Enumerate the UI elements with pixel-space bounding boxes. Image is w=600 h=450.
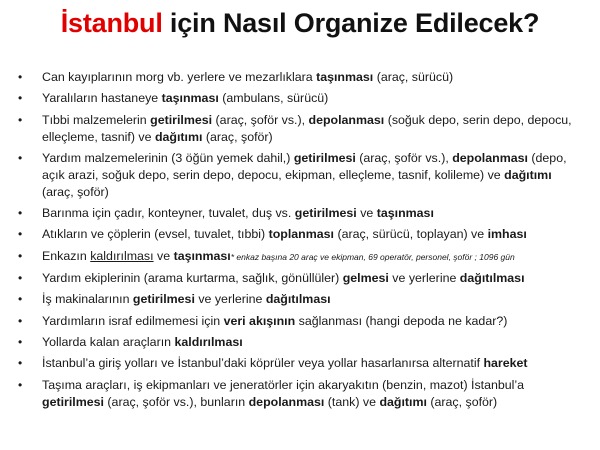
bullet-emphasis: getirilmesi bbox=[150, 112, 213, 127]
bullet-emphasis: taşınması bbox=[376, 206, 434, 221]
bullet-text: (araç, şoför vs.), bbox=[355, 150, 453, 165]
bullet-dot-icon: • bbox=[18, 313, 23, 328]
bullet-emphasis: dağıtımı bbox=[379, 394, 427, 409]
title-accent-word: İstanbul bbox=[60, 8, 163, 38]
title-rest: için Nasıl Organize Edilecek? bbox=[162, 8, 540, 38]
bullet-dot-icon: • bbox=[18, 334, 23, 349]
bullet-text: (araç, şoför vs.), bunların bbox=[103, 394, 249, 409]
bullet-text: Yardımların israf edilmemesi için bbox=[42, 313, 224, 328]
bullet-item bbox=[0, 112, 600, 146]
slide-title bbox=[0, 8, 600, 39]
bullet-text: (depo, açık arazi, soğuk depo, serin depo, depocu, ekipman, elleçleme, tasnif, kolileme) ve bbox=[42, 150, 567, 182]
bullet-list bbox=[0, 69, 600, 415]
bullet-text: Taşıma araçları, iş ekipmanları ve jeneratörler için akaryakıtın (benzin, mazot) İstanbul’a bbox=[42, 377, 525, 392]
bullet-item bbox=[0, 90, 600, 107]
bullet-item bbox=[0, 355, 600, 372]
bullet-dot-icon: • bbox=[18, 70, 23, 84]
bullet-text: Yaralıların hastaneye bbox=[42, 91, 162, 106]
bullet-text: ve bbox=[153, 248, 174, 263]
bullet-text: (araç, şoför) bbox=[202, 129, 273, 144]
bullet-emphasis: depolanması bbox=[452, 150, 528, 165]
bullet-underline: kaldırılması bbox=[90, 248, 154, 263]
bullet-text: İş makinalarının bbox=[42, 292, 133, 307]
bullet-item bbox=[0, 226, 600, 243]
bullet-text: (araç, sürücü) bbox=[373, 70, 454, 84]
bullet-text: Can kayıplarının morg vb. yerlere ve mezarlıklara bbox=[42, 70, 317, 84]
bullet-emphasis: dağıtılması bbox=[459, 271, 525, 286]
bullet-item bbox=[0, 248, 600, 266]
bullet-text: (araç, sürücü, toplayan) ve bbox=[334, 227, 488, 242]
bullet-item bbox=[0, 334, 600, 351]
bullet-item bbox=[0, 313, 600, 330]
bullet-emphasis: dağıtımı bbox=[154, 129, 203, 144]
bullet-text: ve yerlerine bbox=[194, 292, 266, 307]
bullet-dot-icon: • bbox=[18, 91, 23, 106]
bullet-emphasis: getirilmesi bbox=[294, 206, 357, 221]
bullet-item bbox=[0, 69, 600, 86]
bullet-emphasis: kaldırılması bbox=[174, 334, 243, 349]
bullet-item bbox=[0, 291, 600, 308]
bullet-item bbox=[0, 150, 600, 201]
bullet-emphasis: dağıtımı bbox=[504, 167, 552, 182]
bullet-emphasis: getirilmesi bbox=[293, 150, 356, 165]
bullet-dot-icon: • bbox=[18, 271, 23, 286]
bullet-text: Yollarda kalan araçların bbox=[42, 334, 175, 349]
bullet-dot-icon: • bbox=[18, 227, 23, 242]
bullet-emphasis: toplanması bbox=[268, 227, 334, 242]
bullet-dot-icon: • bbox=[18, 206, 23, 221]
bullet-emphasis: veri akışının bbox=[223, 313, 296, 328]
bullet-text: (araç, şoför) bbox=[426, 394, 498, 409]
bullet-emphasis: taşınması bbox=[316, 70, 374, 84]
bullet-dot-icon: • bbox=[18, 292, 23, 307]
bullet-emphasis: depolanması bbox=[308, 112, 385, 127]
bullet-item bbox=[0, 377, 600, 411]
bullet-text: Tıbbi malzemelerin bbox=[42, 112, 151, 127]
bullet-text: (soğuk depo, serin depo, depocu, elleçleme, tasnif) ve bbox=[42, 112, 572, 144]
bullet-text: Enkazın bbox=[42, 248, 91, 263]
bullet-text: Yardım ekiplerinin (arama kurtarma, sağlık, gönüllüler) bbox=[42, 271, 343, 286]
bullet-emphasis: taşınması bbox=[161, 91, 219, 106]
bullet-dot-icon: • bbox=[18, 150, 23, 165]
bullet-text: ve yerlerine bbox=[388, 271, 460, 286]
bullet-item bbox=[0, 205, 600, 222]
bullet-emphasis: getirilmesi bbox=[132, 292, 195, 307]
bullet-emphasis: hareket bbox=[483, 356, 528, 371]
bullet-footnote: * enkaz başına 20 araç ve ekipman, 69 operatör, personel, şoför ; 1096 gün bbox=[230, 251, 515, 262]
bullet-emphasis: depolanması bbox=[248, 394, 325, 409]
bullet-emphasis: dağıtılması bbox=[265, 292, 331, 307]
bullet-text: (tank) ve bbox=[324, 394, 380, 409]
bullet-dot-icon: • bbox=[18, 356, 23, 371]
bullet-emphasis: gelmesi bbox=[342, 271, 389, 286]
bullet-text: ve bbox=[356, 206, 377, 221]
bullet-item bbox=[0, 270, 600, 287]
bullet-text: sağlanması (hangi depoda ne kadar?) bbox=[295, 313, 508, 328]
bullet-text: Yardım malzemelerinin (3 öğün yemek dahil,) bbox=[42, 150, 294, 165]
bullet-emphasis: getirilmesi bbox=[42, 394, 104, 409]
bullet-text: (ambulans, sürücü) bbox=[218, 91, 329, 106]
bullet-text: (araç, şoför) bbox=[42, 184, 109, 199]
bullet-dot-icon: • bbox=[18, 248, 23, 263]
bullet-text: (araç, şoför vs.), bbox=[212, 112, 309, 127]
bullet-emphasis: imhası bbox=[487, 227, 527, 242]
bullet-emphasis: taşınması bbox=[173, 248, 231, 263]
bullet-text: Barınma için çadır, konteyner, tuvalet, duş vs. bbox=[42, 206, 295, 221]
bullet-dot-icon: • bbox=[18, 377, 23, 392]
bullet-dot-icon: • bbox=[18, 112, 23, 127]
bullet-text: İstanbul’a giriş yolları ve İstanbul’daki köprüler veya yollar hasarlanırsa alternatif bbox=[42, 356, 484, 371]
bullet-text: Atıkların ve çöplerin (evsel, tuvalet, tıbbi) bbox=[42, 227, 269, 242]
